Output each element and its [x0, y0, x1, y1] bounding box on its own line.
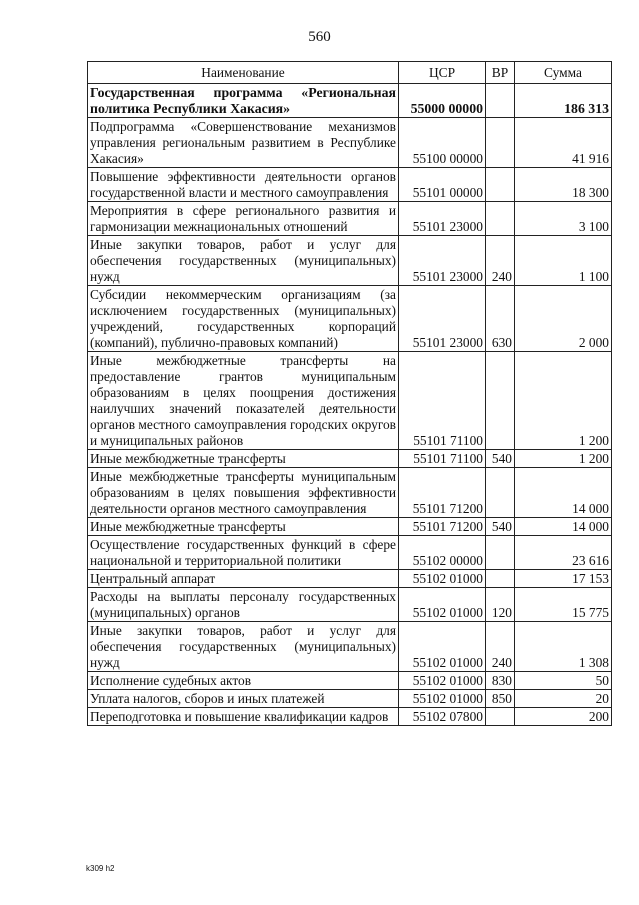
cell-sum: 1 200 [515, 450, 612, 468]
cell-csr: 55101 71200 [399, 468, 486, 518]
cell-name: Исполнение судебных актов [88, 672, 399, 690]
table-row [88, 468, 612, 518]
table-row [88, 352, 612, 450]
cell-sum: 15 775 [515, 588, 612, 622]
cell-vr: 540 [486, 518, 515, 536]
cell-vr [486, 118, 515, 168]
cell-csr: 55102 01000 [399, 690, 486, 708]
cell-name: Подпрограмма «Совершенствование механизмов управления региональным развитием в Республике Хакасия» [88, 118, 399, 168]
cell-sum: 14 000 [515, 518, 612, 536]
cell-sum: 2 000 [515, 286, 612, 352]
cell-csr: 55102 00000 [399, 536, 486, 570]
header-csr: ЦСР [399, 62, 486, 84]
cell-csr: 55102 01000 [399, 588, 486, 622]
table-row [88, 450, 612, 468]
table-row [88, 168, 612, 202]
cell-vr [486, 352, 515, 450]
table-row [88, 286, 612, 352]
cell-csr: 55101 71100 [399, 352, 486, 450]
cell-vr [486, 536, 515, 570]
cell-sum: 200 [515, 708, 612, 726]
budget-table [87, 61, 612, 726]
cell-vr [486, 708, 515, 726]
cell-csr: 55102 01000 [399, 570, 486, 588]
cell-sum: 50 [515, 672, 612, 690]
cell-name: Иные межбюджетные трансферты [88, 518, 399, 536]
cell-vr: 120 [486, 588, 515, 622]
cell-name: Иные закупки товаров, работ и услуг для обеспечения государственных (муниципальных) нужд [88, 236, 399, 286]
cell-name: Осуществление государственных функций в сфере национальной и территориальной политики [88, 536, 399, 570]
cell-sum: 1 100 [515, 236, 612, 286]
cell-csr: 55101 23000 [399, 286, 486, 352]
cell-sum: 17 153 [515, 570, 612, 588]
cell-sum: 23 616 [515, 536, 612, 570]
cell-name: Центральный аппарат [88, 570, 399, 588]
header-sum: Сумма [515, 62, 612, 84]
table-row [88, 672, 612, 690]
cell-sum: 14 000 [515, 468, 612, 518]
table-row [88, 570, 612, 588]
table-row [88, 118, 612, 168]
cell-sum: 20 [515, 690, 612, 708]
cell-sum: 3 100 [515, 202, 612, 236]
cell-vr [486, 168, 515, 202]
cell-name: Повышение эффективности деятельности органов государственной власти и местного самоуправления [88, 168, 399, 202]
table-row [88, 202, 612, 236]
cell-vr: 240 [486, 622, 515, 672]
page-number: 560 [308, 29, 331, 45]
cell-vr [486, 468, 515, 518]
cell-sum: 18 300 [515, 168, 612, 202]
header-vr: ВР [486, 62, 515, 84]
cell-csr: 55000 00000 [399, 84, 486, 118]
table-row [88, 690, 612, 708]
table-row [88, 622, 612, 672]
cell-vr: 850 [486, 690, 515, 708]
cell-csr: 55102 07800 [399, 708, 486, 726]
cell-csr: 55101 00000 [399, 168, 486, 202]
table-row [88, 588, 612, 622]
table-row [88, 518, 612, 536]
footer-code: k309 h2 [86, 864, 115, 873]
cell-name: Иные закупки товаров, работ и услуг для обеспечения государственных (муниципальных) нужд [88, 622, 399, 672]
cell-name: Государственная программа «Региональная политика Республики Хакасия» [88, 84, 399, 118]
cell-sum: 41 916 [515, 118, 612, 168]
cell-sum: 186 313 [515, 84, 612, 118]
cell-vr: 240 [486, 236, 515, 286]
cell-csr: 55102 01000 [399, 672, 486, 690]
cell-name: Расходы на выплаты персоналу государственных (муниципальных) органов [88, 588, 399, 622]
cell-vr: 830 [486, 672, 515, 690]
cell-csr: 55101 71100 [399, 450, 486, 468]
cell-csr: 55101 23000 [399, 202, 486, 236]
table-row [88, 708, 612, 726]
cell-csr: 55102 01000 [399, 622, 486, 672]
table-row [88, 236, 612, 286]
cell-sum: 1 308 [515, 622, 612, 672]
cell-csr: 55100 00000 [399, 118, 486, 168]
cell-vr [486, 202, 515, 236]
cell-name: Переподготовка и повышение квалификации кадров [88, 708, 399, 726]
header-name: Наименование [88, 62, 399, 84]
table-row [88, 536, 612, 570]
cell-name: Иные межбюджетные трансферты муниципальным образованиям в целях повышения эффективности деятельности органов местного самоуправления [88, 468, 399, 518]
cell-name: Иные межбюджетные трансферты [88, 450, 399, 468]
cell-vr: 630 [486, 286, 515, 352]
cell-csr: 55101 71200 [399, 518, 486, 536]
cell-csr: 55101 23000 [399, 236, 486, 286]
cell-name: Иные межбюджетные трансферты на предоставление грантов муниципальным образованиям в целях поощрения достижения наилучших значений показателей деятельности органов местного самоуправления городских округов и муниципальных районов [88, 352, 399, 450]
cell-vr [486, 84, 515, 118]
cell-vr [486, 570, 515, 588]
table-row [88, 84, 612, 118]
cell-name: Мероприятия в сфере регионального развития и гармонизации межнациональных отношений [88, 202, 399, 236]
cell-sum: 1 200 [515, 352, 612, 450]
cell-name: Уплата налогов, сборов и иных платежей [88, 690, 399, 708]
cell-name: Субсидии некоммерческим организациям (за исключением государственных (муниципальных) учреждений, государственных корпораций (компаний), публично-правовых компаний) [88, 286, 399, 352]
cell-vr: 540 [486, 450, 515, 468]
table-header-row [88, 62, 612, 84]
